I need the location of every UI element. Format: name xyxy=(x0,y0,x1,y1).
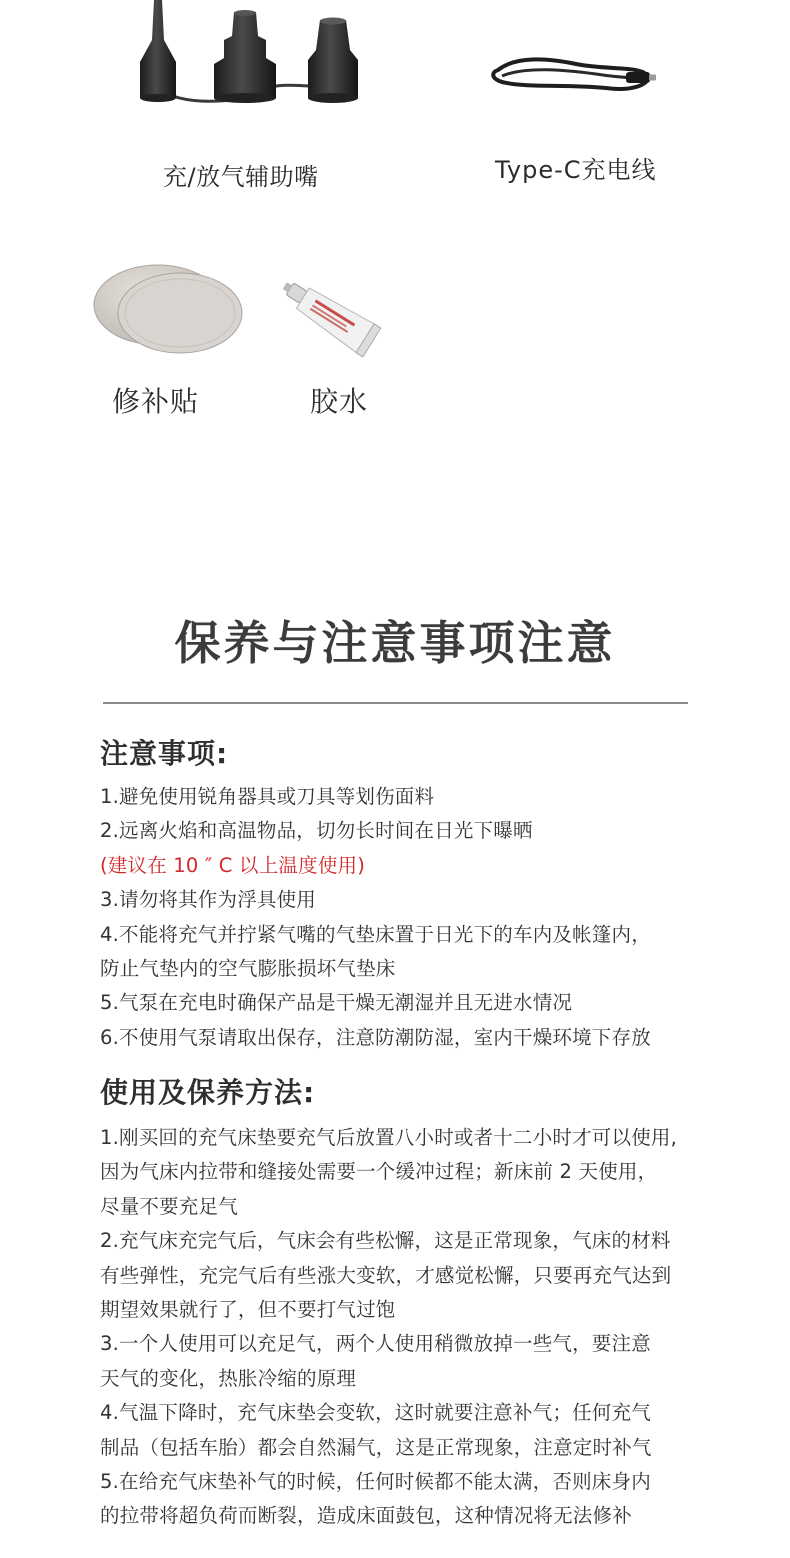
care-line: 制品（包括车胎）都会自然漏气，这是正常现象，注意定时补气 xyxy=(100,1435,652,1459)
title-divider xyxy=(103,702,688,704)
care-line: 3.一个人使用可以充足气，两个人使用稍微放掉一些气，要注意 xyxy=(100,1332,651,1356)
notes-line: 防止气垫内的空气膨胀损坏气垫床 xyxy=(100,957,396,981)
care-line: 的拉带将超负荷而断裂，造成床面鼓包，这种情况将无法修补 xyxy=(100,1504,632,1528)
care-line: 2.充气床充完气后，气床会有些松懈，这是正常现象，气床的材料 xyxy=(100,1229,671,1253)
temperature-warning: (建议在 10 ″ C 以上温度使用) xyxy=(100,853,366,877)
repair-patch-icon xyxy=(88,258,248,358)
notes-line: 2.远离火焰和高温物品，切勿长时间在日光下曝晒 xyxy=(100,819,533,843)
notes-line: 5.气泵在充电时确保产品是干燥无潮湿并且无进水情况 xyxy=(100,991,573,1015)
glue-tube-icon xyxy=(272,280,397,360)
accessory-label-patch: 修补贴 xyxy=(112,385,200,418)
section-title: 保养与注意事项注意 xyxy=(174,616,616,670)
accessory-label-glue: 胶水 xyxy=(310,385,369,418)
care-line: 4.气温下降时，充气床垫会变软，这时就要注意补气；任何充气 xyxy=(100,1401,651,1425)
notes-section xyxy=(100,734,715,1055)
care-heading: 使用及保养方法: xyxy=(100,1076,316,1109)
notes-line: 1.避免使用锐角器具或刀具等划伤面料 xyxy=(100,785,435,808)
care-line: 期望效果就行了，但不要打气过饱 xyxy=(100,1298,396,1322)
notes-line: 3.请勿将其作为浮具使用 xyxy=(100,888,317,912)
notes-heading: 注意事项: xyxy=(100,737,229,770)
usb-c-cable-icon xyxy=(486,48,661,108)
care-line: 5.在给充气床垫补气的时候，任何时候都不能太满，否则床身内 xyxy=(100,1470,651,1494)
care-line: 尽量不要充足气 xyxy=(100,1194,238,1218)
care-line: 有些弹性，充完气后有些涨大变软，才感觉松懈，只要再充气达到 xyxy=(100,1263,672,1287)
care-line: 天气的变化，热胀冷缩的原理 xyxy=(100,1366,357,1390)
nozzle-set-icon xyxy=(128,0,368,110)
accessory-label-cable: Type-C充电线 xyxy=(495,156,657,184)
notes-line: 6.不使用气泵请取出保存，注意防潮防湿，室内干燥环境下存放 xyxy=(100,1025,651,1049)
accessory-label-nozzles: 充/放气辅助嘴 xyxy=(163,163,319,191)
care-section xyxy=(100,1073,715,1534)
care-line: 因为气床内拉带和缝接处需要一个缓冲过程；新床前 2 天使用， xyxy=(100,1160,658,1184)
care-line: 1.刚买回的充气床垫要充气后放置八小时或者十二小时才可以使用, xyxy=(100,1126,678,1149)
notes-line: 4.不能将充气并拧紧气嘴的气垫床置于日光下的车内及帐篷内， xyxy=(100,922,651,946)
